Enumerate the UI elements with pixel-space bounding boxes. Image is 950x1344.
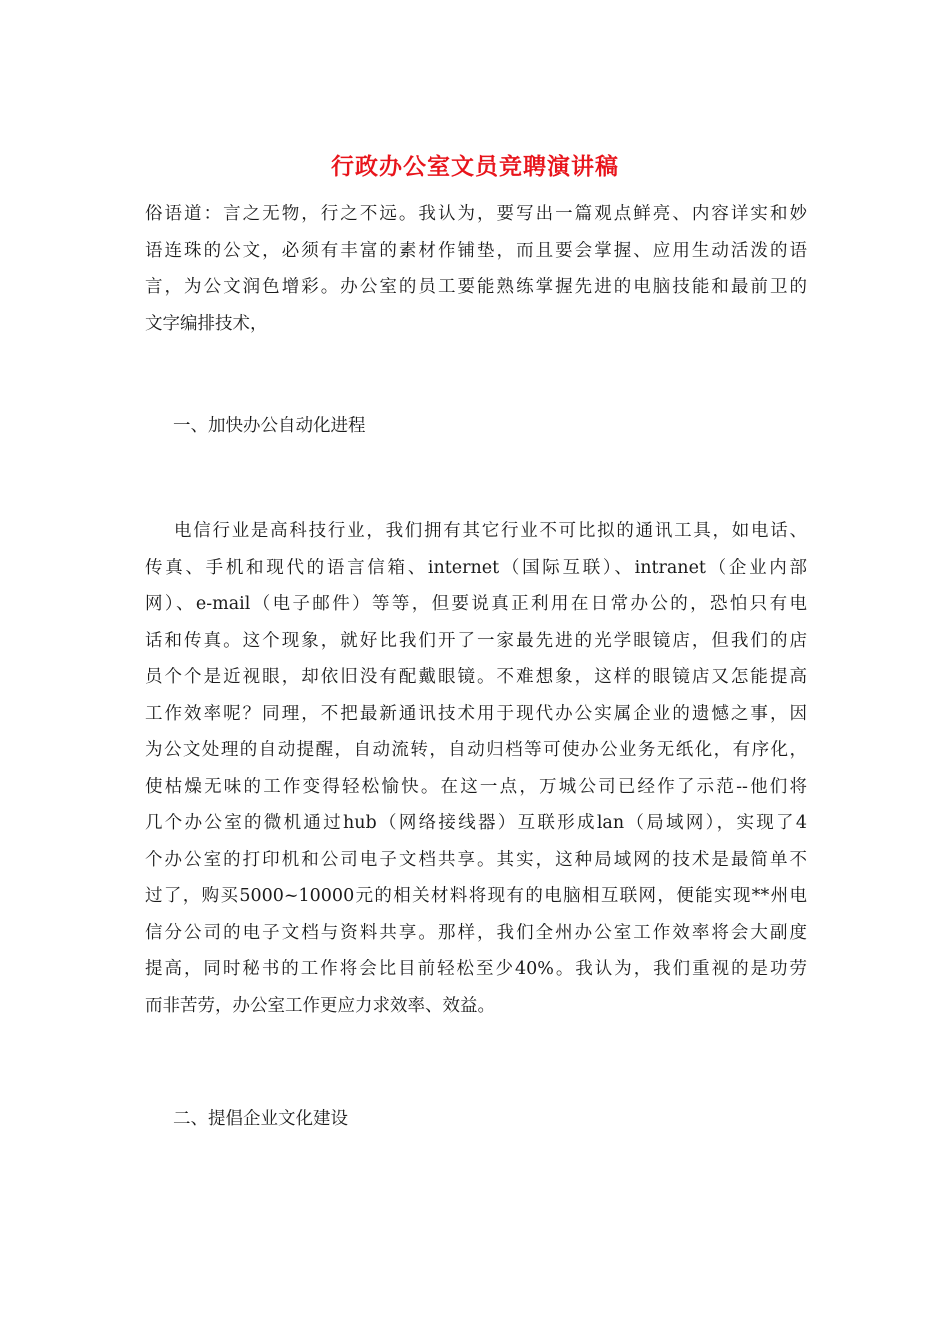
intro-line: 文字编排技术， — [145, 313, 268, 334]
section1-line: 工作效率呢？同理，不把最新通讯技术用于现代办公实属企业的遗憾之事，因 — [145, 703, 807, 724]
section1-line: 信分公司的电子文档与资料共享。那样，我们全州办公室工作效率将会大副度 — [145, 922, 807, 943]
section1-line: 为公文处理的自动提醒，自动流转，自动归档等可使办公业务无纸化，有序化， — [145, 740, 807, 760]
intro-paragraph — [145, 196, 807, 342]
intro-line: 俗语道：言之无物，行之不远。我认为，要写出一篇观点鲜亮、内容详实和妙 — [145, 204, 807, 224]
section1-line: 网）、e-mail（电子邮件）等等，但要说真正利用在日常办公的，恐怕只有电 — [145, 594, 807, 614]
section1-paragraph — [145, 513, 807, 1024]
section-heading-2: 二、提倡企业文化建设 — [173, 1109, 348, 1129]
section1-line: 过了，购买5000~10000元的相关材料将现有的电脑相互联网，便能实现**州电 — [145, 886, 807, 906]
document-title: 行政办公室文员竞聘演讲稿 — [331, 154, 619, 180]
section1-line: 而非苦劳，办公室工作更应力求效率、效益。 — [145, 995, 495, 1016]
section1-line: 电信行业是高科技行业，我们拥有其它行业不可比拟的通讯工具，如电话、 — [174, 521, 807, 541]
section1-line: 个办公室的打印机和公司电子文档共享。其实，这种局域网的技术是最简单不 — [145, 849, 807, 870]
section1-line: 员个个是近视眼，却依旧没有配戴眼镜。不难想象，这样的眼镜店又怎能提高 — [145, 667, 807, 687]
section1-line: 几个办公室的微机通过hub（网络接线器）互联形成lan（局域网），实现了4 — [145, 813, 807, 833]
section1-line: 传真、手机和现代的语言信箱、internet（国际互联）、intranet（企业内部 — [145, 557, 807, 578]
section1-line: 使枯燥无味的工作变得轻松愉快。在这一点，万城公司已经作了示范--他们将 — [145, 776, 807, 797]
section-heading-1: 一、加快办公自动化进程 — [173, 416, 366, 436]
section1-line: 话和传真。这个现象，就好比我们开了一家最先进的光学眼镜店，但我们的店 — [145, 630, 807, 651]
intro-line: 言，为公文润色增彩。办公室的员工要能熟练掌握先进的电脑技能和最前卫的 — [145, 277, 807, 297]
section1-line: 提高，同时秘书的工作将会比目前轻松至少40%。我认为，我们重视的是功劳 — [145, 959, 807, 979]
intro-line: 语连珠的公文，必须有丰富的素材作铺垫，而且要会掌握、应用生动活泼的语 — [145, 240, 807, 261]
